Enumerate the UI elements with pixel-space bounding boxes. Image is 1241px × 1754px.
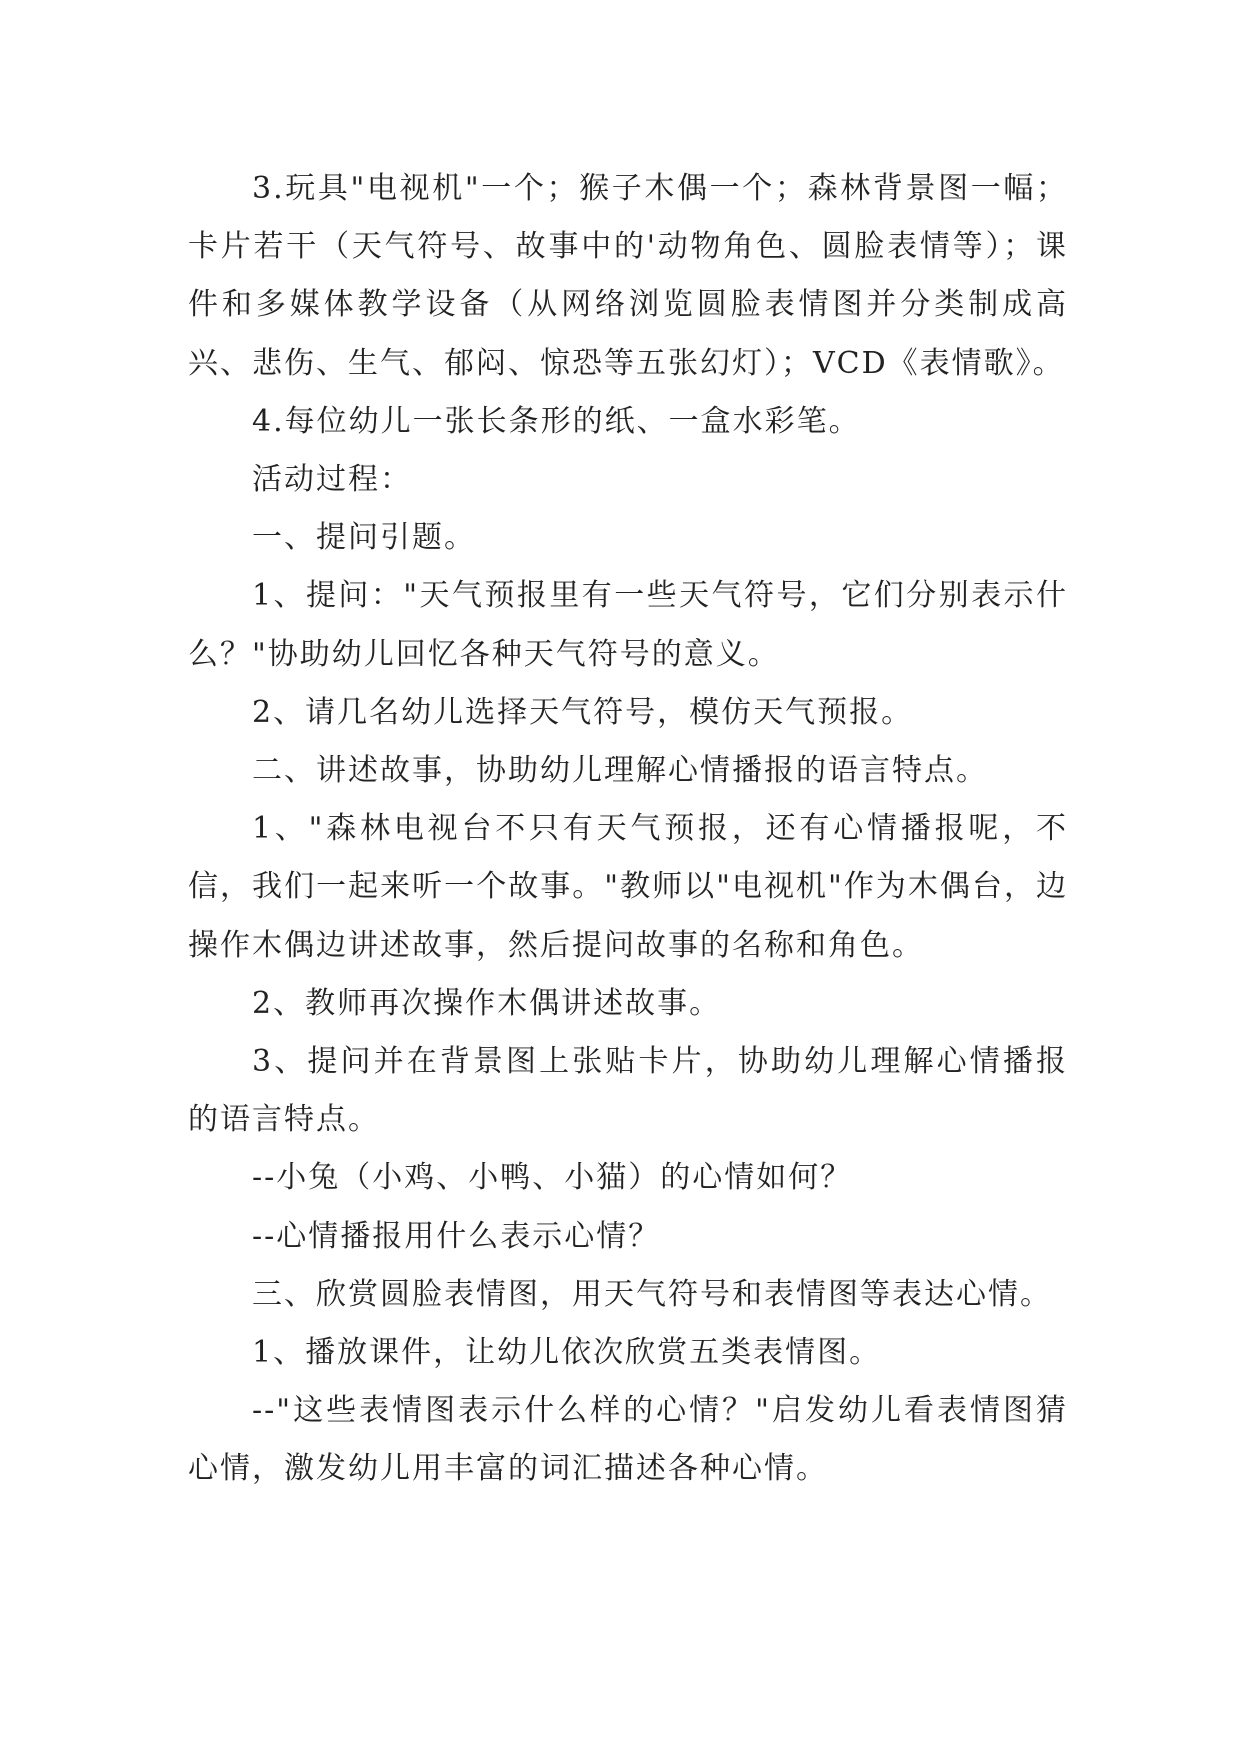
paragraph-3-1-detail: --"这些表情图表示什么样的心情？"启发幼儿看表情图猜心情，激发幼儿用丰富的词汇描述各种心情。: [188, 1393, 1068, 1487]
paragraph-1-1: 1、提问："天气预报里有一些天气符号，它们分别表示什么？"协助幼儿回忆各种天气符号的意义。: [188, 578, 1068, 672]
question-line-1: --小兔（小鸡、小鸭、小猫）的心情如何？: [252, 1160, 853, 1196]
paragraph-3-1: 1、播放课件，让幼儿依次欣赏五类表情图。: [252, 1335, 882, 1371]
document-page: [188, 160, 1068, 1499]
paragraph-1-2: 2、请几名幼儿选择天气符号，模仿天气预报。: [252, 694, 914, 730]
paragraph-materials-3: 3.玩具"电视机"一个；猴子木偶一个；森林背景图一幅；卡片若干（天气符号、故事中的'动物角色、圆脸表情等）；课件和多媒体教学设备（从网络浏览圆脸表情图并分类制成高兴、悲伤、生气、郁闷、惊恐等五张幻灯）；VCD《表情歌》。: [188, 171, 1068, 381]
question-line-2: --心情播报用什么表示心情？: [252, 1218, 661, 1254]
section-heading-1: 一、提问引题。: [252, 520, 476, 556]
paragraph-2-1: 1、"森林电视台不只有天气预报，还有心情播报呢，不信，我们一起来听一个故事。"教师以"电视机"作为木偶台，边操作木偶边讲述故事，然后提问故事的名称和角色。: [188, 811, 1068, 963]
paragraph-2-3: 3、提问并在背景图上张贴卡片，协助幼儿理解心情播报的语言特点。: [188, 1044, 1068, 1138]
section-heading-3: 三、欣赏圆脸表情图，用天气符号和表情图等表达心情。: [252, 1276, 1052, 1312]
heading-activity-process: 活动过程：: [252, 462, 412, 498]
section-heading-2: 二、讲述故事，协助幼儿理解心情播报的语言特点。: [252, 753, 988, 789]
paragraph-materials-4: 4.每位幼儿一张长条形的纸、一盒水彩笔。: [252, 403, 861, 439]
paragraph-2-2: 2、教师再次操作木偶讲述故事。: [252, 985, 722, 1021]
